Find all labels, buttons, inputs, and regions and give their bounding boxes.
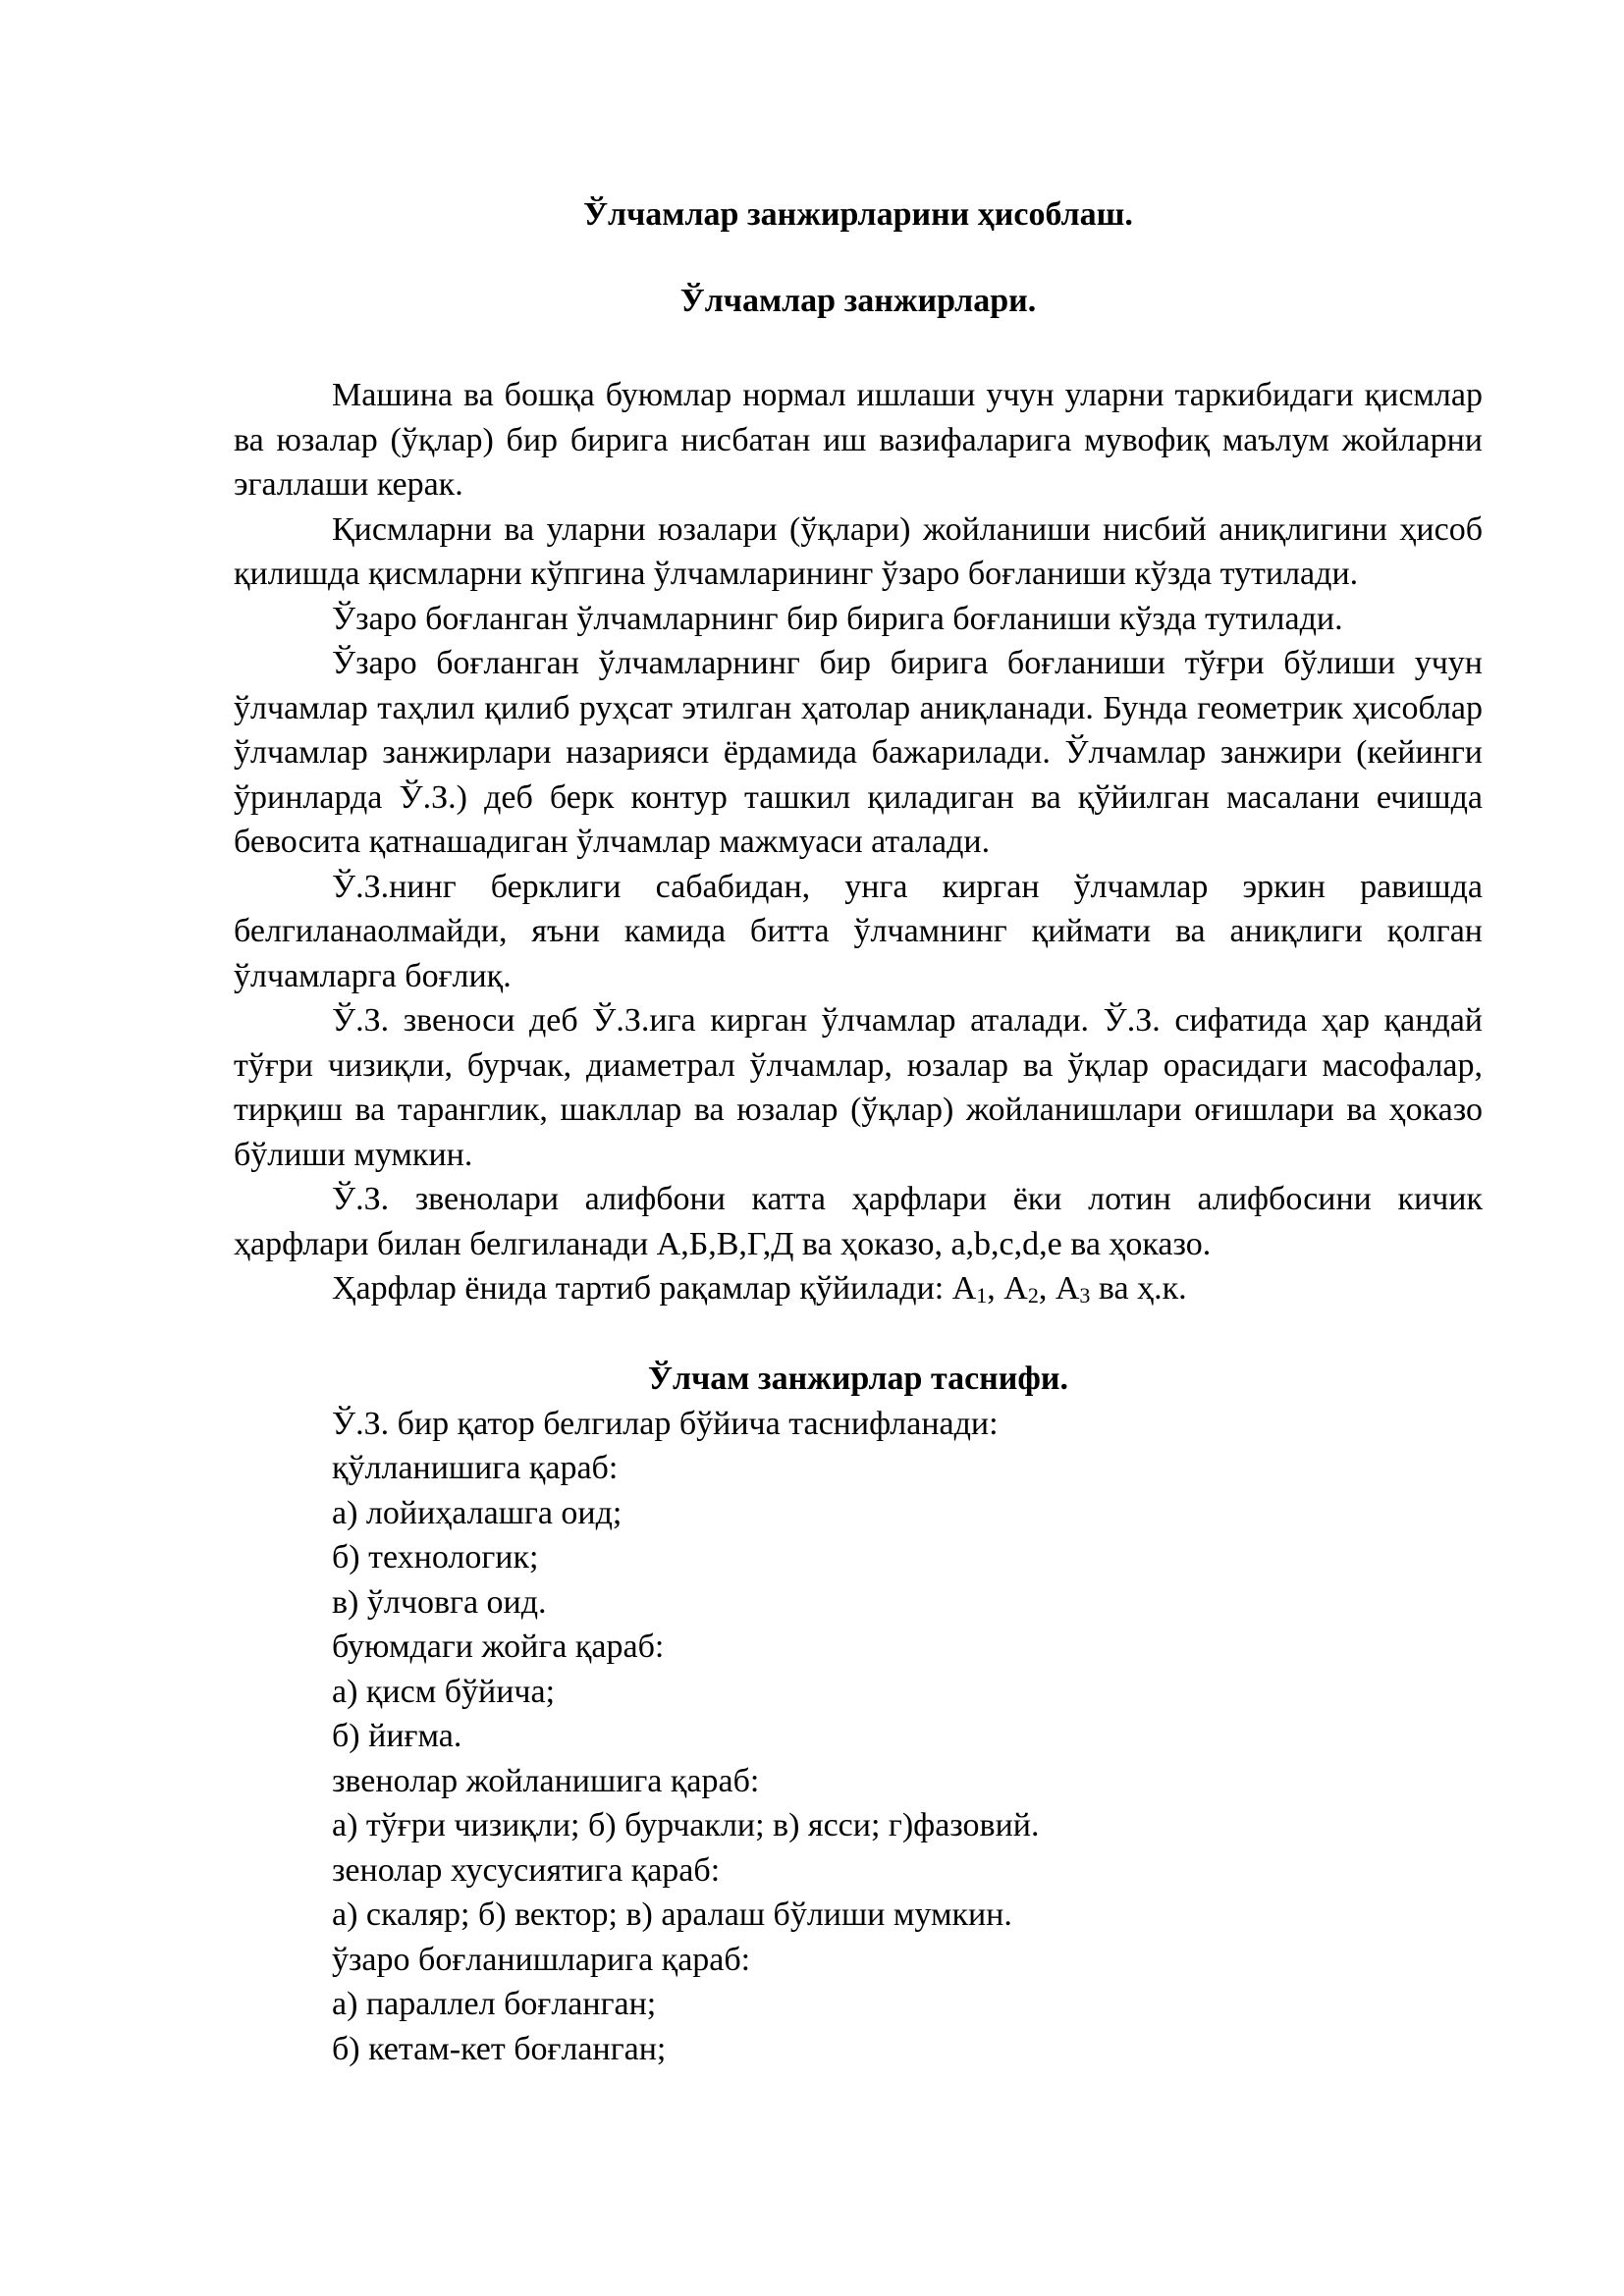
paragraph: Ўзаро боғланган ўлчамларнинг бир бирига боғланиши тўғри бўлиши учун ўлчамлар таҳлил қилиб руҳсат этилган ҳатолар аниқланади. Бунда геометрик ҳисоблар ўлчамлар занжирлари назарияси ёрдамида бажарилади. Ўлчамлар занжири (кейинги ўринларда Ў.З.) деб берк контур ташкил қиладиган ва қўйилган масалани ечишда бевосита қатнашадиган ўлчамлар мажмуаси аталади. (234, 645, 1483, 860)
list-item: а) тўғри чизиқли; б) бурчакли; в) ясси; г)фазовий. (332, 1807, 1040, 1843)
numbering-prefix: Ҳарфлар ёнида тартиб рақамлар қўйилади: (332, 1270, 952, 1307)
list-item: звенолар жойланишига қараб: (332, 1762, 760, 1799)
paragraph: Ў.З. звенолари алифбони катта ҳарфлари ёки лотин алифбосини кичик ҳарфлари билан белгиланади А,Б,В,Г,Д ва ҳоказо, a,b,c,d,e ва ҳоказо. (234, 1181, 1483, 1262)
list-item: а) скаляр; б) вектор; в) аралаш бўлиши мумкин. (332, 1896, 1012, 1933)
list-item: а) параллел боғланган; (332, 1986, 657, 2022)
document-title: Ўлчамлар занжирларини ҳисоблаш. (583, 196, 1133, 233)
list-item: б) технологик; (332, 1539, 539, 1575)
numbering-suffix: ва ҳ.к. (1090, 1270, 1187, 1307)
list-item: буюмдаги жойга қараб: (332, 1629, 665, 1665)
paragraph: Ўзаро боғланган ўлчамларнинг бир бирига боғланиши кўзда тутилади. (332, 600, 1343, 637)
paragraph: Машина ва бошқа буюмлар нормал ишлаши учун уларни таркибидаги қисмлар ва юзалар (ўқлар) бир бирига нисбатан иш вазифаларига мувофиқ маълум жойларни эгаллаши керак. (234, 377, 1483, 503)
list-item: зенолар хусусиятига қараб: (332, 1851, 721, 1889)
paragraph: Қисмларни ва уларни юзалари (ўқлари) жойланиши нисбий аниқлигини ҳисоб қилишда қисмларни кўпгина ўлчамларининг ўзаро боғланиши кўзда тутилади. (234, 510, 1483, 592)
list-item: а) лойиҳалашга оид; (332, 1494, 623, 1531)
document-subtitle: Ўлчамлар занжирлари. (679, 283, 1037, 319)
section-title: Ўлчам занжирлар таснифи. (648, 1360, 1068, 1397)
list-item: а) қисм бўйича; (332, 1673, 556, 1710)
paragraph: Ў.З.нинг берклиги сабабидан, унга кирган ўлчамлар эркин равишда белгиланаолмайди, яъни камида битта ўлчамнинг қиймати ва аниқлиги қолган ўлчамларга боғлиқ. (234, 868, 1483, 994)
list-item: ўзаро боғланишларига қараб: (332, 1941, 751, 1978)
list-item: б) кетам-кет боғланган; (332, 2030, 667, 2067)
numbering-item: $А_2$ (1003, 1270, 1039, 1308)
classification-list (234, 1402, 1483, 2072)
paragraph: Ў.З. звеноси деб Ў.З.ига кирган ўлчамлар аталади. Ў.З. сифатида ҳар қандай тўғри чизиқли, бурчак, диаметрал ўлчамлар, юзалар ва ўқлар орасидаги масофалар, тирқиш ва таранглик, шакллар ва юзалар (ўқлар) жойланишлари оғишлари ва ҳоказо бўлиши мумкин. (234, 1002, 1483, 1173)
document-page (234, 192, 1483, 2071)
list-item: в) ўлчовга оид. (332, 1583, 547, 1621)
numbering-item: $А_1$ (951, 1270, 988, 1308)
list-item: қўлланишига қараб: (332, 1450, 619, 1486)
numbering-item: $А_3$ (1055, 1270, 1091, 1308)
numbering-paragraph: Ҳарфлар ёнида тартиб рақамлар қўйилади: $А_1$, $А_2$, $А_3$ ва ҳ.к. (332, 1270, 1187, 1308)
list-item: Ў.З. бир қатор белгилар бўйича таснифланади: (332, 1405, 999, 1442)
list-item: б) йиғма. (332, 1718, 462, 1754)
